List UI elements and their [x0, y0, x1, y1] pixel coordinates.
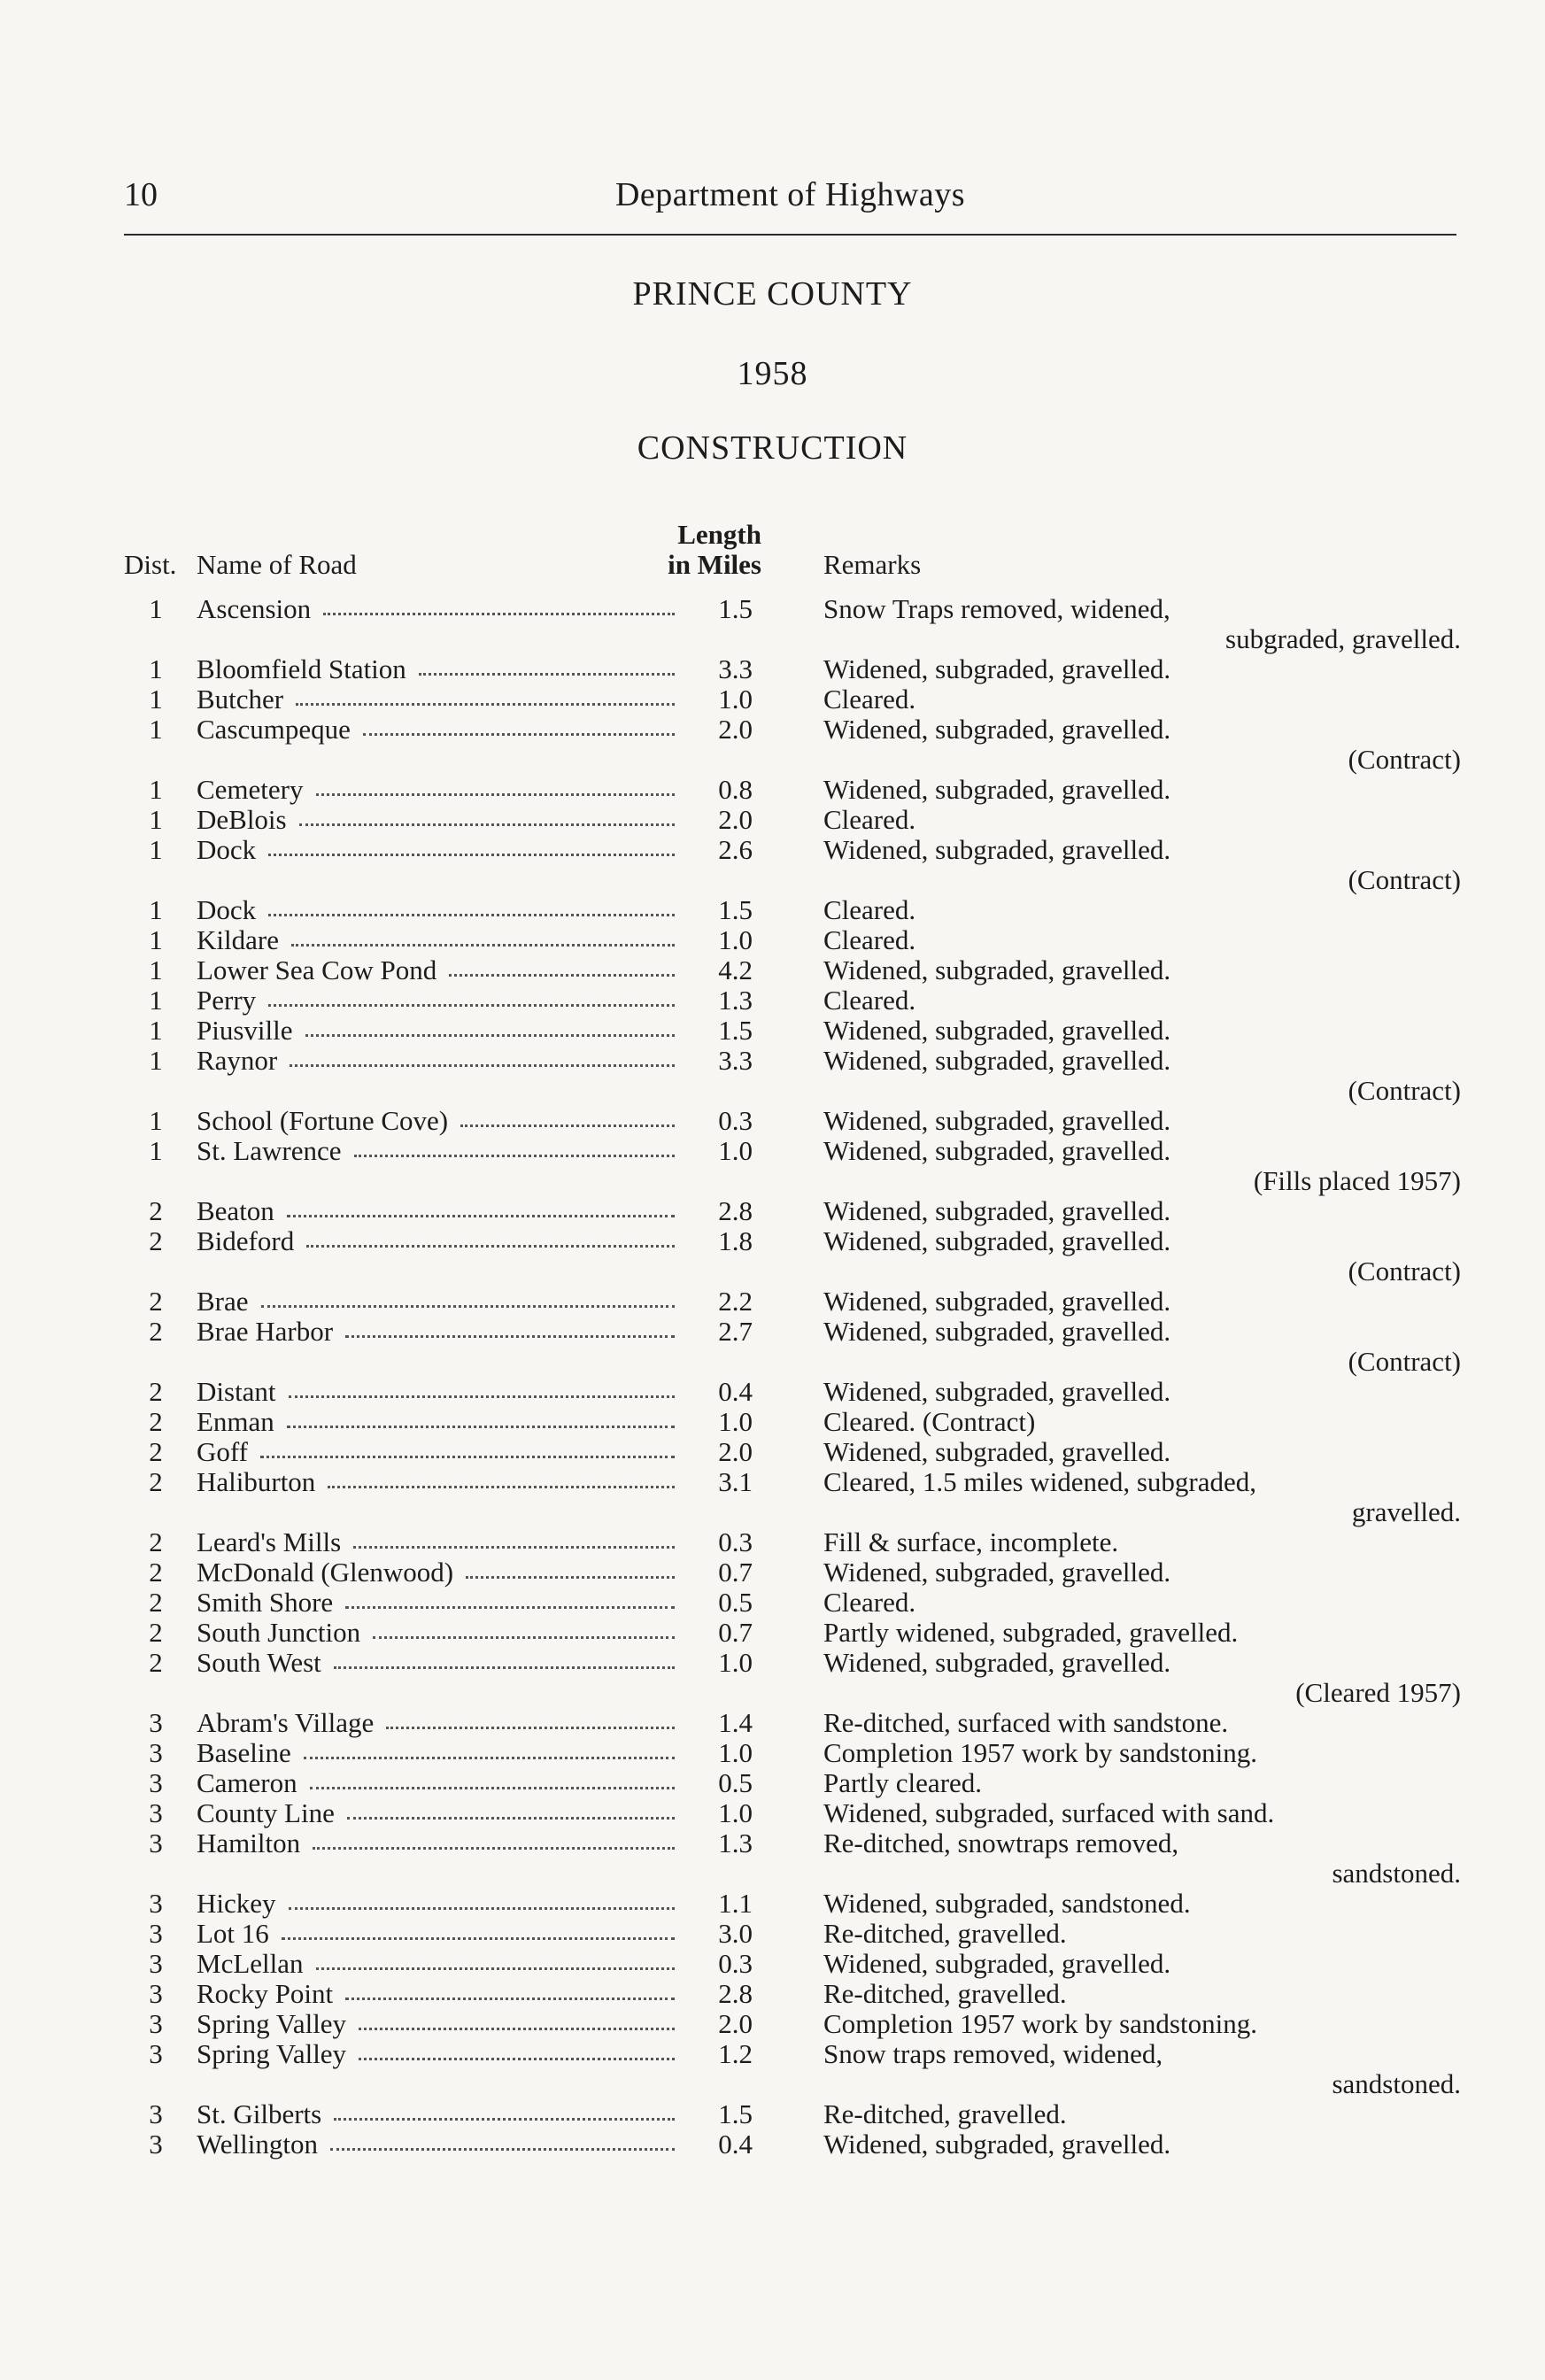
page-header	[124, 175, 1456, 236]
road-name: Distant	[197, 1376, 276, 1407]
remarks: Re-ditched, gravelled.	[823, 2098, 1067, 2129]
dot-leader	[306, 1245, 675, 1248]
length-miles: 2.0	[718, 714, 753, 745]
district-number: 3	[149, 1767, 163, 1798]
length-miles: 2.7	[718, 1316, 753, 1347]
district-number: 2	[149, 1195, 163, 1226]
remarks: Widened, subgraded, gravelled.	[823, 834, 1171, 865]
length-column-header-line2: in Miles	[668, 549, 761, 580]
dot-leader	[287, 1426, 675, 1428]
remarks: Re-ditched, surfaced with sandstone.	[823, 1707, 1229, 1738]
length-miles: 0.8	[718, 774, 753, 805]
length-miles: 3.1	[718, 1466, 753, 1497]
remarks: Widened, subgraded, gravelled.	[823, 1105, 1171, 1136]
length-miles: 2.0	[718, 2008, 753, 2039]
road-name: Bideford	[197, 1225, 295, 1256]
remarks: Snow Traps removed, widened,	[823, 593, 1170, 624]
table-row	[0, 1828, 1545, 1889]
dot-leader	[386, 1727, 675, 1729]
road-name: Baseline	[197, 1737, 291, 1768]
dot-leader	[460, 1124, 675, 1127]
remarks: Re-ditched, snowtraps removed,	[823, 1828, 1179, 1858]
dot-leader	[330, 2148, 675, 2151]
dot-leader	[287, 1215, 675, 1217]
length-miles: 3.3	[718, 1045, 753, 1076]
length-miles: 1.0	[718, 924, 753, 955]
remarks: Widened, subgraded, gravelled.	[823, 1316, 1171, 1347]
remarks: Widened, subgraded, gravelled.	[823, 1135, 1171, 1166]
road-name: Piusville	[197, 1015, 293, 1046]
county-title: PRINCE COUNTY	[632, 275, 913, 313]
remarks: Widened, subgraded, gravelled.	[823, 774, 1171, 805]
length-miles: 0.5	[718, 1767, 753, 1798]
dot-leader	[345, 1606, 675, 1609]
remarks: Snow traps removed, widened,	[823, 2038, 1163, 2069]
district-number: 2	[149, 1526, 163, 1557]
length-miles: 2.0	[718, 804, 753, 835]
district-number: 1	[149, 1045, 163, 1076]
remarks: Cleared.	[823, 894, 916, 925]
table-row	[0, 1647, 1545, 1708]
length-miles: 2.2	[718, 1286, 753, 1317]
district-number: 1	[149, 1135, 163, 1166]
remarks: Re-ditched, gravelled.	[823, 1918, 1067, 1949]
length-miles: 2.8	[718, 1978, 753, 2009]
remarks: Widened, subgraded, gravelled.	[823, 714, 1171, 745]
length-miles: 0.7	[718, 1557, 753, 1588]
length-miles: 1.2	[718, 2038, 753, 2069]
district-number: 3	[149, 1707, 163, 1738]
remarks-continuation: subgraded, gravelled.	[1225, 623, 1461, 654]
district-number: 3	[149, 1978, 163, 2009]
length-miles: 0.4	[718, 2129, 753, 2160]
road-name: South Junction	[197, 1617, 361, 1648]
road-name: Dock	[197, 834, 257, 865]
dot-leader	[268, 914, 675, 916]
dot-leader	[353, 1546, 675, 1549]
dot-leader	[419, 673, 675, 676]
remarks: Re-ditched, gravelled.	[823, 1978, 1067, 2009]
road-name: McDonald (Glenwood)	[197, 1557, 454, 1588]
dot-leader	[313, 1847, 675, 1850]
length-miles: 1.0	[718, 1135, 753, 1166]
remarks: Widened, subgraded, gravelled.	[823, 1045, 1171, 1076]
district-number: 3	[149, 2008, 163, 2039]
district-number: 2	[149, 1647, 163, 1678]
dot-leader	[291, 944, 675, 947]
road-name: Brae Harbor	[197, 1316, 334, 1347]
road-name: South West	[197, 1647, 321, 1678]
length-miles: 1.4	[718, 1707, 753, 1738]
remarks: Widened, subgraded, gravelled.	[823, 1225, 1171, 1256]
dist-column-header: Dist.	[124, 549, 177, 580]
district-number: 1	[149, 1105, 163, 1136]
remarks: Widened, subgraded, gravelled.	[823, 653, 1171, 684]
dot-leader	[373, 1636, 675, 1639]
dot-leader	[289, 1395, 675, 1398]
length-miles: 1.5	[718, 2098, 753, 2129]
remarks: Completion 1957 work by sandstoning.	[823, 1737, 1257, 1768]
road-name: County Line	[197, 1797, 335, 1828]
district-number: 2	[149, 1316, 163, 1347]
dot-leader	[328, 1486, 675, 1488]
district-number: 3	[149, 1948, 163, 1979]
district-number: 3	[149, 1797, 163, 1828]
length-miles: 1.5	[718, 593, 753, 624]
road-name: Cemetery	[197, 774, 304, 805]
table-row	[0, 1316, 1545, 1377]
dot-leader	[310, 1787, 675, 1789]
district-number: 2	[149, 1466, 163, 1497]
remarks: Widened, subgraded, gravelled.	[823, 1376, 1171, 1407]
district-number: 2	[149, 1406, 163, 1437]
road-name: Goff	[197, 1436, 248, 1467]
length-miles: 1.3	[718, 1828, 753, 1858]
table-row	[0, 2129, 1545, 2164]
dot-leader	[296, 703, 675, 706]
dot-leader	[316, 793, 675, 796]
dot-leader	[345, 1998, 675, 2000]
table-row	[0, 593, 1545, 654]
district-number: 1	[149, 593, 163, 624]
road-name: DeBlois	[197, 804, 287, 835]
remarks: Widened, subgraded, gravelled.	[823, 1557, 1171, 1588]
length-miles: 0.3	[718, 1948, 753, 1979]
dot-leader	[363, 733, 675, 736]
dot-leader	[359, 2058, 675, 2060]
remarks: Fill & surface, incomplete.	[823, 1526, 1119, 1557]
road-name: Haliburton	[197, 1466, 316, 1497]
remarks: Cleared.	[823, 804, 916, 835]
remarks: Widened, subgraded, sandstoned.	[823, 1888, 1191, 1919]
district-number: 1	[149, 834, 163, 865]
remarks: Cleared, 1.5 miles widened, subgraded,	[823, 1466, 1256, 1497]
road-name: Ascension	[197, 593, 312, 624]
road-name: Lower Sea Cow Pond	[197, 954, 437, 985]
dot-leader	[334, 1666, 675, 1669]
road-name: Hickey	[197, 1888, 276, 1919]
dot-leader	[354, 1155, 675, 1157]
district-number: 1	[149, 684, 163, 715]
remarks: Widened, subgraded, gravelled.	[823, 1015, 1171, 1046]
table-row	[0, 1225, 1545, 1287]
year-title: 1958	[737, 355, 808, 392]
dot-leader	[268, 854, 675, 856]
name-column-header: Name of Road	[197, 549, 357, 580]
district-number: 1	[149, 714, 163, 745]
district-number: 3	[149, 1918, 163, 1949]
length-miles: 1.3	[718, 985, 753, 1016]
dot-leader	[316, 1967, 675, 1970]
length-miles: 3.0	[718, 1918, 753, 1949]
district-number: 1	[149, 954, 163, 985]
length-miles: 1.5	[718, 894, 753, 925]
road-name: Cascumpeque	[197, 714, 351, 745]
road-name: Abram's Village	[197, 1707, 375, 1738]
dot-leader	[304, 1757, 675, 1759]
remarks: Widened, subgraded, gravelled.	[823, 2129, 1171, 2160]
length-miles: 0.3	[718, 1105, 753, 1136]
district-number: 1	[149, 924, 163, 955]
road-name: Spring Valley	[197, 2008, 347, 2039]
dot-leader	[334, 2118, 675, 2121]
road-name: Perry	[197, 985, 257, 1016]
district-number: 1	[149, 774, 163, 805]
remarks-continuation: (Contract)	[1348, 1256, 1461, 1287]
remarks: Cleared.	[823, 684, 916, 715]
length-miles: 2.6	[718, 834, 753, 865]
remarks: Cleared.	[823, 985, 916, 1016]
remarks-continuation: (Contract)	[1348, 1075, 1461, 1106]
road-name: Rocky Point	[197, 1978, 334, 2009]
dot-leader	[323, 613, 675, 615]
remarks-continuation: sandstoned.	[1332, 1858, 1461, 1889]
road-name: St. Lawrence	[197, 1135, 342, 1166]
dot-leader	[290, 1064, 675, 1067]
remarks-continuation: (Contract)	[1348, 744, 1461, 775]
road-name: Cameron	[197, 1767, 297, 1798]
length-miles: 2.8	[718, 1195, 753, 1226]
length-miles: 1.0	[718, 1647, 753, 1678]
road-name: Raynor	[197, 1045, 278, 1076]
road-name: Enman	[197, 1406, 274, 1437]
district-number: 3	[149, 1737, 163, 1768]
road-name: Bloomfield Station	[197, 653, 406, 684]
district-number: 1	[149, 1015, 163, 1046]
road-name: Beaton	[197, 1195, 274, 1226]
remarks: Cleared.	[823, 924, 916, 955]
remarks-continuation: (Fills placed 1957)	[1253, 1165, 1461, 1196]
road-name: Hamilton	[197, 1828, 301, 1858]
table-row	[0, 714, 1545, 775]
road-name: Smith Shore	[197, 1587, 334, 1618]
dot-leader	[282, 1937, 675, 1940]
district-number: 2	[149, 1617, 163, 1648]
district-number: 3	[149, 2098, 163, 2129]
road-name: McLellan	[197, 1948, 304, 1979]
page-number: 10	[124, 176, 158, 213]
district-number: 2	[149, 1225, 163, 1256]
remarks: Partly cleared.	[823, 1767, 983, 1798]
remarks: Cleared. (Contract)	[823, 1406, 1036, 1437]
remarks-continuation: (Contract)	[1348, 864, 1461, 895]
dot-leader	[345, 1335, 675, 1338]
district-number: 2	[149, 1376, 163, 1407]
remarks: Cleared.	[823, 1587, 916, 1618]
road-name: Leard's Mills	[197, 1526, 342, 1557]
table-row	[0, 1045, 1545, 1106]
road-name: Spring Valley	[197, 2038, 347, 2069]
remarks-column-header: Remarks	[823, 549, 922, 580]
dot-leader	[347, 1817, 675, 1820]
district-number: 3	[149, 1888, 163, 1919]
district-number: 1	[149, 653, 163, 684]
remarks-continuation: (Contract)	[1348, 1346, 1461, 1377]
length-miles: 1.5	[718, 1015, 753, 1046]
road-name: Kildare	[197, 924, 279, 955]
dot-leader	[359, 2028, 675, 2030]
table-row	[0, 834, 1545, 895]
district-number: 2	[149, 1557, 163, 1588]
remarks: Widened, subgraded, gravelled.	[823, 1647, 1171, 1678]
district-number: 3	[149, 1828, 163, 1858]
road-name: School (Fortune Cove)	[197, 1105, 449, 1136]
district-number: 1	[149, 894, 163, 925]
length-miles: 1.0	[718, 1737, 753, 1768]
road-name: St. Gilberts	[197, 2098, 322, 2129]
running-head: Department of Highways	[614, 176, 966, 213]
dot-leader	[261, 1305, 675, 1308]
length-miles: 1.0	[718, 1797, 753, 1828]
remarks-continuation: (Cleared 1957)	[1295, 1677, 1461, 1708]
remarks: Widened, subgraded, gravelled.	[823, 1948, 1171, 1979]
district-number: 1	[149, 985, 163, 1016]
length-miles: 1.0	[718, 684, 753, 715]
road-name: Butcher	[197, 684, 284, 715]
length-miles: 1.1	[718, 1888, 753, 1919]
dot-leader	[466, 1576, 675, 1579]
dot-leader	[299, 823, 675, 826]
district-number: 2	[149, 1286, 163, 1317]
length-miles: 0.4	[718, 1376, 753, 1407]
remarks-continuation: gravelled.	[1351, 1496, 1461, 1527]
district-number: 3	[149, 2038, 163, 2069]
dot-leader	[268, 1004, 675, 1007]
length-miles: 4.2	[718, 954, 753, 985]
remarks: Widened, subgraded, gravelled.	[823, 1195, 1171, 1226]
remarks: Widened, subgraded, gravelled.	[823, 954, 1171, 985]
remarks-continuation: sandstoned.	[1332, 2068, 1461, 2099]
road-name: Brae	[197, 1286, 249, 1317]
dot-leader	[305, 1034, 675, 1037]
district-number: 3	[149, 2129, 163, 2160]
length-miles: 1.8	[718, 1225, 753, 1256]
road-name: Lot 16	[197, 1918, 269, 1949]
district-number: 2	[149, 1436, 163, 1467]
district-number: 1	[149, 804, 163, 835]
length-miles: 2.0	[718, 1436, 753, 1467]
length-miles: 0.7	[718, 1617, 753, 1648]
length-miles: 1.0	[718, 1406, 753, 1437]
remarks: Widened, subgraded, gravelled.	[823, 1286, 1171, 1317]
table-row	[0, 1135, 1545, 1196]
dot-leader	[449, 974, 675, 977]
road-name: Dock	[197, 894, 257, 925]
length-miles: 0.3	[718, 1526, 753, 1557]
length-miles: 3.3	[718, 653, 753, 684]
district-number: 2	[149, 1587, 163, 1618]
section-title: CONSTRUCTION	[637, 429, 908, 467]
remarks: Widened, subgraded, surfaced with sand.	[823, 1797, 1275, 1828]
remarks: Completion 1957 work by sandstoning.	[823, 2008, 1257, 2039]
table-row	[0, 2038, 1545, 2099]
remarks: Partly widened, subgraded, gravelled.	[823, 1617, 1239, 1648]
length-miles: 0.5	[718, 1587, 753, 1618]
length-column-header-line1: Length	[677, 519, 761, 550]
dot-leader	[289, 1907, 675, 1910]
road-name: Wellington	[197, 2129, 318, 2160]
dot-leader	[260, 1456, 675, 1458]
table-row	[0, 1466, 1545, 1527]
remarks: Widened, subgraded, gravelled.	[823, 1436, 1171, 1467]
